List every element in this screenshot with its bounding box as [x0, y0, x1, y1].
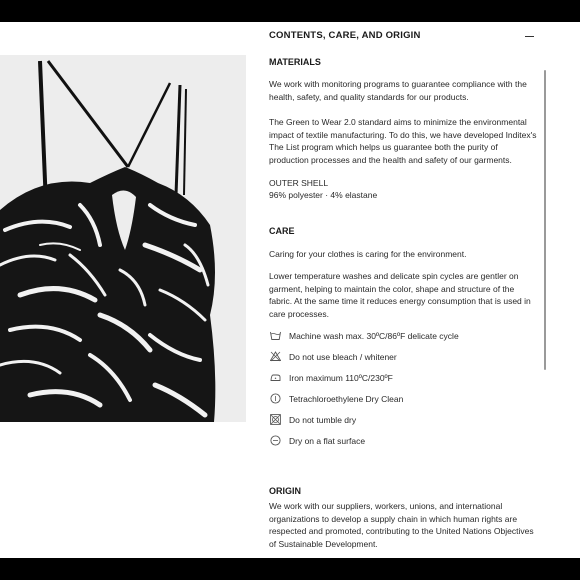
care-instruction-text: Do not tumble dry — [289, 415, 357, 425]
flat-dry-icon — [270, 435, 281, 446]
care-instruction-item — [269, 351, 537, 363]
origin-title: ORIGIN — [269, 486, 302, 496]
panel-title: CONTENTS, CARE, AND ORIGIN — [269, 30, 421, 41]
scrollbar[interactable] — [544, 70, 546, 370]
care-instruction-item — [269, 435, 537, 447]
care-instruction-item — [269, 330, 537, 342]
care-paragraph-1: Caring for your clothes is caring for the environment. — [269, 249, 467, 259]
no-tumble-dry-icon — [270, 414, 281, 425]
care-title: CARE — [269, 226, 295, 236]
details-panel — [269, 22, 539, 558]
care-instruction-item — [269, 393, 537, 405]
care-paragraph-2: Lower temperature washes and delicate spin cycles are gentler on garment, helping to maintain the color, shape and structure of the fabric. At the same time it reduces energy consumption that is used in care processes. — [269, 271, 531, 319]
product-photo — [0, 55, 246, 422]
machine-wash-icon — [270, 330, 281, 341]
care-instruction-text: Iron maximum 110ºC/230ºF — [289, 373, 393, 383]
minus-icon[interactable] — [525, 36, 534, 37]
materials-title: MATERIALS — [269, 57, 321, 67]
care-instruction-text: Tetrachloroethylene Dry Clean — [289, 394, 404, 404]
care-instruction-text: Do not use bleach / whitener — [289, 352, 397, 362]
origin-paragraph-1: We work with our suppliers, workers, unions, and international organizations to develop a supply chain in which human rights are respected and promoted, contributing to the United Nations Objectives of Sustainable Development. — [269, 501, 534, 549]
care-instruction-item — [269, 414, 537, 426]
no-bleach-icon — [270, 351, 281, 362]
outer-shell-label: OUTER SHELL — [269, 178, 329, 188]
care-instruction-text: Dry on a flat surface — [289, 436, 366, 446]
materials-paragraph-1: We work with monitoring programs to guarantee compliance with the health, safety, and quality standards for our products. — [269, 79, 527, 102]
materials-paragraph-2: The Green to Wear 2.0 standard aims to minimize the environmental impact of textile manufacturing. To do this, we have developed Inditex's The List program which helps us guarantee both the purity of production processes and the health and safety of our garments. — [269, 117, 537, 165]
product-details-view — [0, 22, 580, 558]
zebra-print-halter-dress-photo — [0, 55, 246, 422]
iron-icon — [270, 372, 281, 383]
care-instruction-item — [269, 372, 537, 384]
outer-shell-value: 96% polyester · 4% elastane — [269, 190, 378, 200]
dry-clean-icon — [270, 393, 281, 404]
panel-header[interactable] — [269, 30, 539, 44]
care-instruction-text: Machine wash max. 30ºC/86ºF delicate cycle — [289, 331, 459, 341]
